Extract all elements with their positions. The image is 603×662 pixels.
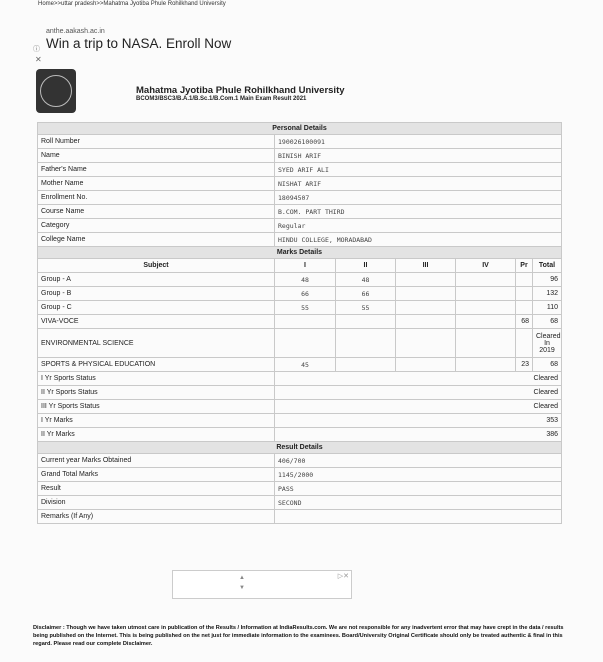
section-row — [38, 123, 562, 135]
table-row — [38, 428, 562, 442]
field-label: Father's Name — [38, 163, 275, 177]
total-mark: 68 — [533, 358, 562, 372]
table-row — [38, 149, 562, 163]
result-table — [37, 122, 562, 524]
table-row — [38, 315, 562, 329]
paper-mark — [336, 329, 396, 358]
field-label: Course Name — [38, 205, 275, 219]
column-header: Subject — [38, 259, 275, 273]
personal-details-heading: Personal Details — [38, 123, 562, 135]
table-row — [38, 414, 562, 428]
subject-name: SPORTS & PHYSICAL EDUCATION — [38, 358, 275, 372]
marks-details-heading: Marks Details — [38, 247, 562, 259]
university-name: Mahatma Jyotiba Phule Rohilkhand University — [136, 85, 345, 96]
paper-mark — [275, 315, 336, 329]
table-row — [38, 191, 562, 205]
table-row — [38, 205, 562, 219]
section-row — [38, 247, 562, 259]
paper-mark — [456, 329, 516, 358]
paper-mark — [336, 358, 396, 372]
table-row — [38, 135, 562, 149]
marks-header-row — [38, 259, 562, 273]
table-row — [38, 386, 562, 400]
subject-name: Group - A — [38, 273, 275, 287]
total-mark: Cleared In 2019 — [533, 329, 562, 358]
paper-mark: 48 — [275, 273, 336, 287]
subject-name: VIVA-VOCE — [38, 315, 275, 329]
result-value: 1145/2000 — [275, 468, 562, 482]
column-header: Pr — [516, 259, 533, 273]
status-value: 386 — [275, 428, 562, 442]
field-value: BINISH ARIF — [275, 149, 562, 163]
ad-title-link[interactable]: Win a trip to NASA. Enroll Now — [46, 36, 232, 51]
field-label: Name — [38, 149, 275, 163]
disclaimer: Disclaimer : Though we have taken utmost care in publication of the Results / Information at IndiaResults.com. We are not responsible for any inadvertent error that may have crept in the data / results being published on the Internet. This is being published on the net just for immediate information to the examinees. Board/University Original Certificate should only be treated authentic & final in this regard. Please read our complete Disclaimer. — [33, 625, 564, 647]
paper-mark — [456, 273, 516, 287]
ad-scroll-arrows[interactable] — [235, 573, 249, 593]
practical-mark — [516, 287, 533, 301]
close-icon[interactable]: ✕ — [35, 55, 42, 64]
subject-name: ENVIRONMENTAL SCIENCE — [38, 329, 275, 358]
status-label: I Yr Sports Status — [38, 372, 275, 386]
paper-mark — [396, 358, 456, 372]
status-label: I Yr Marks — [38, 414, 275, 428]
subject-name: Group - C — [38, 301, 275, 315]
column-header: I — [275, 259, 336, 273]
paper-mark: 66 — [336, 287, 396, 301]
table-row — [38, 301, 562, 315]
result-value: PASS — [275, 482, 562, 496]
total-mark: 96 — [533, 273, 562, 287]
total-mark: 132 — [533, 287, 562, 301]
table-row — [38, 329, 562, 358]
field-value: 190026100091 — [275, 135, 562, 149]
status-value: 353 — [275, 414, 562, 428]
table-row — [38, 496, 562, 510]
field-label: College Name — [38, 233, 275, 247]
info-icon[interactable]: ⓘ — [33, 46, 40, 53]
section-row — [38, 442, 562, 454]
practical-mark — [516, 301, 533, 315]
paper-mark — [396, 301, 456, 315]
field-label: Mother Name — [38, 177, 275, 191]
university-logo — [36, 69, 76, 113]
table-row — [38, 163, 562, 177]
paper-mark — [396, 287, 456, 301]
column-header: IV — [456, 259, 516, 273]
field-value: NISHAT ARIF — [275, 177, 562, 191]
result-value: 406/700 — [275, 454, 562, 468]
adchoices-icon[interactable]: ▷✕ — [337, 573, 349, 580]
field-value: B.COM. PART THIRD — [275, 205, 562, 219]
table-row — [38, 510, 562, 524]
paper-mark — [396, 329, 456, 358]
table-row — [38, 358, 562, 372]
breadcrumb[interactable]: Home>>uttar pradesh>>Mahatma Jyotiba Phule Rohilkhand University — [38, 1, 226, 7]
paper-mark — [456, 315, 516, 329]
paper-mark — [275, 329, 336, 358]
status-label: II Yr Marks — [38, 428, 275, 442]
table-row — [38, 177, 562, 191]
practical-mark: 68 — [516, 315, 533, 329]
field-label: Enrollment No. — [38, 191, 275, 205]
table-row — [38, 482, 562, 496]
status-value: Cleared — [275, 372, 562, 386]
chevron-up-icon: ▲ — [239, 575, 245, 581]
table-row — [38, 468, 562, 482]
field-value: SYED ARIF ALI — [275, 163, 562, 177]
table-row — [38, 219, 562, 233]
paper-mark: 48 — [336, 273, 396, 287]
table-row — [38, 287, 562, 301]
field-label: Roll Number — [38, 135, 275, 149]
practical-mark — [516, 329, 533, 358]
field-value: Regular — [275, 219, 562, 233]
result-label: Result — [38, 482, 275, 496]
subject-name: Group - B — [38, 287, 275, 301]
table-row — [38, 400, 562, 414]
paper-mark — [456, 358, 516, 372]
status-value: Cleared — [275, 400, 562, 414]
field-value: 18094507 — [275, 191, 562, 205]
table-row — [38, 273, 562, 287]
paper-mark: 45 — [275, 358, 336, 372]
ad-url[interactable]: anthe.aakash.ac.in — [46, 28, 105, 35]
field-value: HINDU COLLEGE, MORADABAD — [275, 233, 562, 247]
paper-mark — [336, 315, 396, 329]
status-label: II Yr Sports Status — [38, 386, 275, 400]
status-label: III Yr Sports Status — [38, 400, 275, 414]
result-label: Division — [38, 496, 275, 510]
result-label: Current year Marks Obtained — [38, 454, 275, 468]
column-header: III — [396, 259, 456, 273]
paper-mark — [456, 301, 516, 315]
exam-title: BCOM3/BSC3/B.A.1/B.Sc.1/B.Com.1 Main Exam Result 2021 — [136, 96, 307, 102]
result-label: Grand Total Marks — [38, 468, 275, 482]
table-row — [38, 372, 562, 386]
result-value: SECOND — [275, 496, 562, 510]
table-row — [38, 454, 562, 468]
paper-mark — [456, 287, 516, 301]
practical-mark — [516, 273, 533, 287]
field-label: Category — [38, 219, 275, 233]
column-header: II — [336, 259, 396, 273]
paper-mark — [396, 273, 456, 287]
result-value — [275, 510, 562, 524]
column-header: Total — [533, 259, 562, 273]
total-mark: 68 — [533, 315, 562, 329]
paper-mark: 66 — [275, 287, 336, 301]
paper-mark: 55 — [336, 301, 396, 315]
ad-banner[interactable] — [172, 570, 352, 599]
table-row — [38, 233, 562, 247]
result-details-heading: Result Details — [38, 442, 562, 454]
practical-mark: 23 — [516, 358, 533, 372]
result-label: Remarks (If Any) — [38, 510, 275, 524]
paper-mark — [396, 315, 456, 329]
chevron-down-icon: ▼ — [239, 585, 245, 591]
paper-mark: 55 — [275, 301, 336, 315]
status-value: Cleared — [275, 386, 562, 400]
total-mark: 110 — [533, 301, 562, 315]
